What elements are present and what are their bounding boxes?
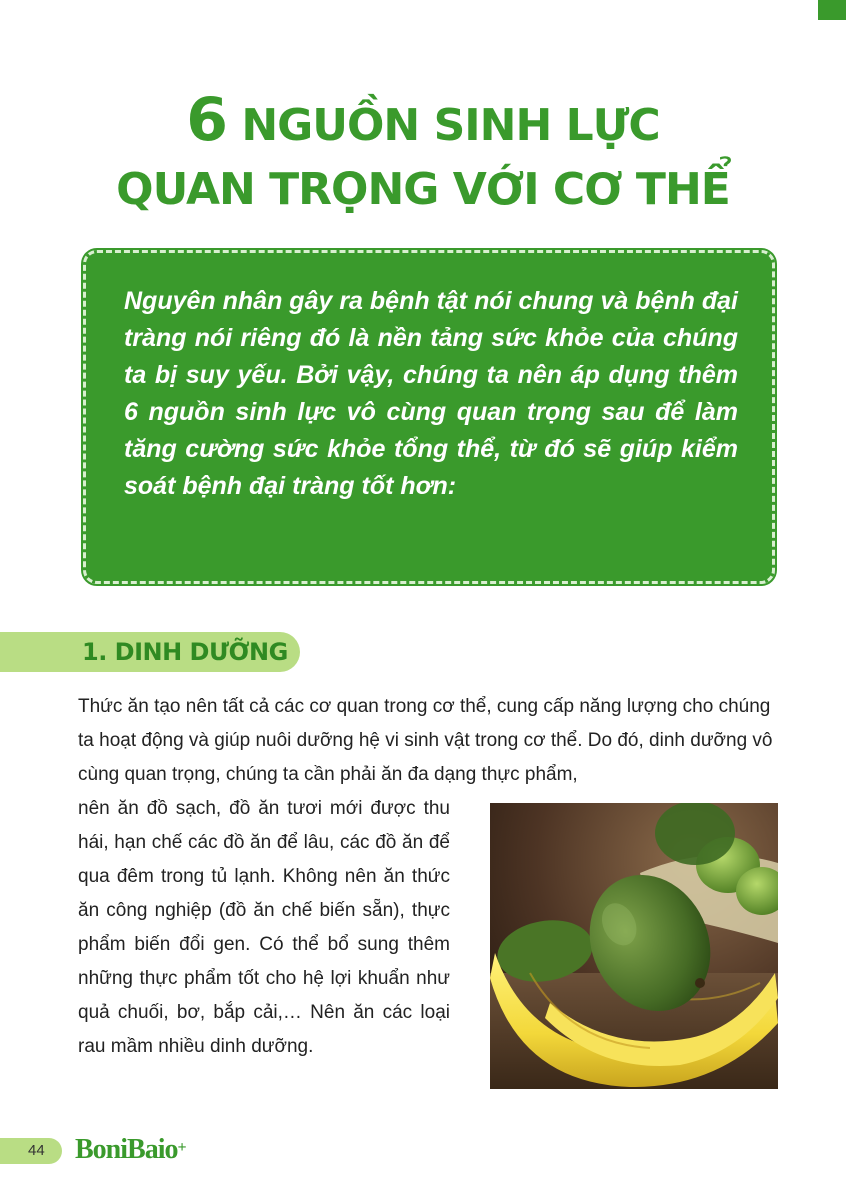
intro-text: Nguyên nhân gây ra bệnh tật nói chung và bệnh đại tràng nói riêng đó là nền tảng sức khỏe của chúng ta bị suy yếu. Bởi vậy, chúng ta nên áp dụng thêm 6 nguồn sinh lực vô cùng quan trọng sau để làm tăng cường sức khỏe tổng thể, từ đó sẽ giúp kiểm soát bệnh đại tràng tốt hơn:	[124, 287, 738, 500]
photo-illustration	[490, 803, 778, 1089]
title-line-1-text: NGUỒN SINH LỰC	[241, 100, 660, 151]
brand-plus: +	[177, 1139, 186, 1156]
avocado-banana-photo	[490, 803, 778, 1089]
intro-box	[83, 250, 775, 584]
section-title: 1. DINH DƯỠNG	[82, 638, 288, 666]
title-number: 6	[186, 85, 228, 155]
corner-tab	[818, 0, 846, 20]
brand-name: BoniBaio	[75, 1134, 178, 1165]
title-line-1	[0, 85, 846, 155]
paragraph-full-width: Thức ăn tạo nên tất cả các cơ quan trong cơ thể, cung cấp năng lượng cho chúng ta hoạt động và giúp nuôi dưỡng hệ vi sinh vật trong cơ thể. Do đó, dinh dưỡng vô cùng quan trọng, chúng ta cần phải ăn đa dạng thực phẩm,	[78, 696, 773, 785]
title-line-2: QUAN TRỌNG VỚI CƠ THỂ	[116, 164, 730, 215]
page-number: 44	[28, 1142, 45, 1159]
brand-logo	[75, 1132, 186, 1168]
page-title	[0, 85, 846, 222]
paragraph-beside-image: nên ăn đồ sạch, đồ ăn tươi mới được thu hái, hạn chế các đồ ăn để lâu, các đồ ăn để qua đêm trong tủ lạnh. Không nên ăn thức ăn công nghiệp (đồ ăn chế biến sẵn), thực phẩm biến đổi gen. Có thể bổ sung thêm những thực phẩm tốt cho hệ lợi khuẩn như quả chuối, bơ, bắp cải,… Nên ăn các loại rau mầm nhiều dinh dưỡng.	[78, 798, 450, 1057]
